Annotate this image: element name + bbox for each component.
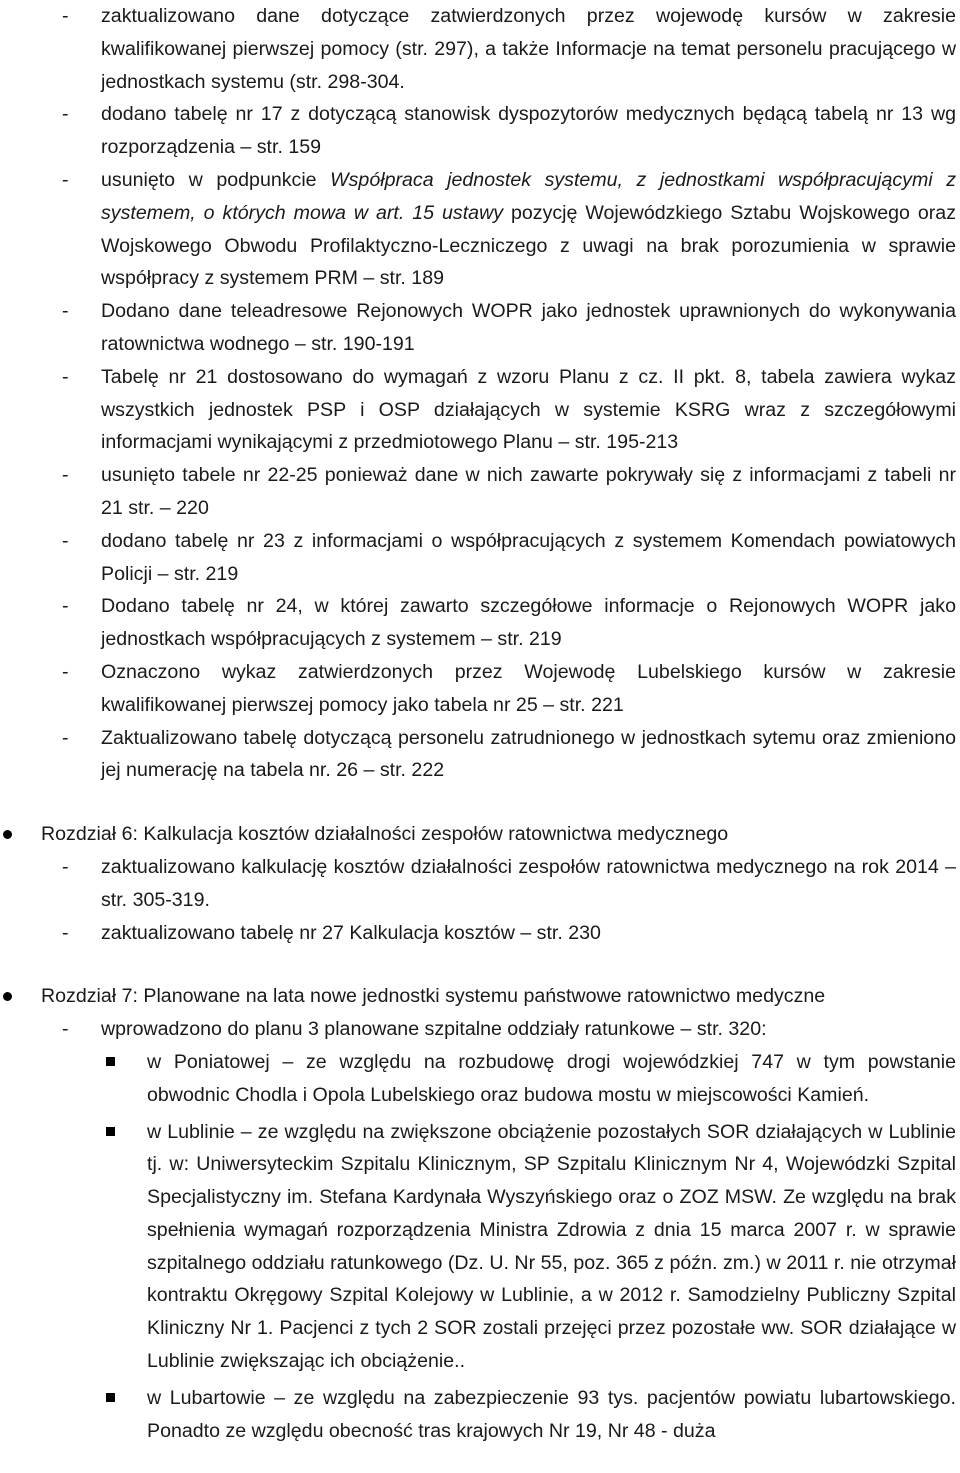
list-item (0, 1013, 960, 1046)
chapter7-heading-text: Rozdział 7: Planowane na lata nowe jednostki systemu państwowe ratownictwo medyczne (41, 985, 826, 1008)
bullet-dot-icon (3, 992, 12, 1001)
list-item (0, 98, 960, 164)
list-item-text: zaktualizowano kalkulację kosztów działalności zespołów ratownictwa medycznego na rok 2014 – str. 305-319. (101, 855, 956, 911)
list-item (0, 459, 960, 525)
list-item-text: Tabelę nr 21 dostosowano do wymagań z wzoru Planu z cz. II pkt. 8, tabela zawiera wykaz wszystkich jednostek PSP i OSP działających w systemie KSRG wraz z szczegółowymi informacjami wynikającymi z przedmiotowego Planu – str. 195-213 (101, 365, 956, 454)
square-bullet-icon (106, 1393, 115, 1402)
sub-list-item (0, 1046, 960, 1112)
dash-bullet-icon: - (62, 365, 69, 388)
sub-list-item-text: w Lublinie – ze względu na zwiększone obciążenie pozostałych SOR działających w Lublinie tj. w: Uniwersyteckim Szpitalu Klinicznym, SP Szpitalu Klinicznym Nr 4, Wojewódzki Szpital Specjalistyczny im. Stefana Kardynała Wyszyńskiego oraz o ZOZ MSW. Ze względu na brak spełnienia wymagań rozporządzenia Ministra Zdrowia z dnia 15 marca 2007 r. w sprawie szpitalnego oddziału ratunkowego (Dz. U. Nr 55, poz. 365 z późn. zm.) w 2011 r. nie otrzymał kontraktu Okręgowy Szpital Kolejowy w Lublinie, a w 2012 r. Samodzielny Publiczny Szpital Kliniczny Nr 1. Pacjenci z tych 2 SOR zostali przejęci przez pozostałe ww. SOR działające w Lublinie zwiększając ich obciążenie.. (147, 1120, 956, 1373)
list-item-text: pozycję Wojewódzkiego Sztabu Wojskowego oraz Wojskowego Obwodu Profilaktyczno-Leczniczego z uwagi na brak porozumienia w sprawie współpracy z systemem PRM – str. 189 (101, 201, 956, 290)
chapter7-list (0, 1013, 960, 1046)
square-bullet-icon (106, 1127, 115, 1136)
dash-bullet-icon: - (62, 300, 69, 323)
list-item (0, 590, 960, 656)
list-item-text: zaktualizowano tabelę nr 27 Kalkulacja kosztów – str. 230 (101, 921, 601, 944)
list-item-text: wprowadzono do planu 3 planowane szpitalne oddziały ratunkowe – str. 320: (101, 1018, 767, 1041)
bullet-dot-icon (3, 830, 12, 839)
list-item-text: Zaktualizowano tabelę dotyczącą personelu zatrudnionego w jednostkach sytemu oraz zmieniono jej numerację na tabela nr. 26 – str. 222 (101, 726, 956, 782)
chapter7-heading (0, 980, 960, 1013)
dash-bullet-icon: - (62, 103, 69, 126)
dash-bullet-icon: - (62, 855, 69, 878)
sub-list-item-text: w Lubartowie – ze względu na zabezpieczenie 93 tys. pacjentów powiatu lubartowskiego. Ponadto ze względu obecność tras krajowych Nr 19, Nr 48 - duża (147, 1386, 956, 1442)
list-item (0, 656, 960, 722)
chapter6-list (0, 851, 960, 949)
dash-bullet-icon: - (62, 660, 69, 683)
list-item-text: usunięto w podpunkcie (101, 168, 331, 191)
sub-list-item-text: w Poniatowej – ze względu na rozbudowę drogi wojewódzkiej 747 w tym powstanie obwodnic Chodla i Opola Lubelskiego oraz budowa mostu w miejscowości Kamień. (147, 1050, 956, 1106)
dash-bullet-icon: - (62, 5, 69, 27)
list-item (0, 295, 960, 361)
dash-bullet-icon: - (62, 921, 69, 944)
square-bullet-icon (106, 1057, 115, 1066)
list-item-italic-text: Współpraca jednostek systemu, z jednostkami współpracującymi z systemem, o których mowa w art. 15 ustawy (101, 168, 956, 224)
list-item (0, 917, 960, 950)
list-item (0, 164, 960, 295)
chapter6-heading-text: Rozdział 6: Kalkulacja kosztów działalności zespołów ratownictwa medycznego (41, 823, 729, 846)
dash-bullet-icon: - (62, 529, 69, 552)
list-item (0, 525, 960, 591)
chapter7-sublist (0, 1046, 960, 1448)
dash-bullet-icon: - (62, 464, 69, 487)
list-item-text: Dodano tabelę nr 24, w której zawarto szczegółowe informacje o Rejonowych WOPR jako jednostkach współpracujących z systemem – str. 219 (101, 595, 956, 651)
list-item (0, 851, 960, 917)
dash-bullet-icon: - (62, 726, 69, 749)
dash-bullet-icon: - (62, 168, 69, 191)
dash-bullet-icon: - (62, 595, 69, 618)
sub-list-item (0, 1116, 960, 1378)
list-item (0, 361, 960, 459)
list-item-text: zaktualizowano dane dotyczące zatwierdzonych przez wojewodę kursów w zakresie kwalifikowanej pierwszej pomocy (str. 297), a także Informacje na temat personelu pracującego w jednostkach systemu (str. 298-304. (101, 5, 956, 93)
chapter6-heading (0, 818, 960, 851)
dash-bullet-icon: - (62, 1018, 69, 1041)
list-item-text: usunięto tabele nr 22-25 ponieważ dane w nich zawarte pokrywały się z informacjami z tabeli nr 21 str. – 220 (101, 464, 956, 519)
list-item-text: Oznaczono wykaz zatwierdzonych przez Wojewodę Lubelskiego kursów w zakresie kwalifikowanej pierwszej pomocy jako tabela nr 25 – str. 221 (101, 660, 956, 716)
list-item (0, 722, 960, 788)
sub-list-item (0, 1382, 960, 1448)
list-item-text: Dodano dane teleadresowe Rejonowych WOPR jako jednostek uprawnionych do wykonywania ratownictwa wodnego – str. 190-191 (101, 300, 956, 355)
list-item-text: dodano tabelę nr 17 z dotyczącą stanowisk dyspozytorów medycznych będącą tabelą nr 13 wg rozporządzenia – str. 159 (101, 103, 956, 159)
list-item-text: dodano tabelę nr 23 z informacjami o współpracujących z systemem Komendach powiatowych Policji – str. 219 (101, 529, 956, 585)
list-item (0, 0, 960, 98)
